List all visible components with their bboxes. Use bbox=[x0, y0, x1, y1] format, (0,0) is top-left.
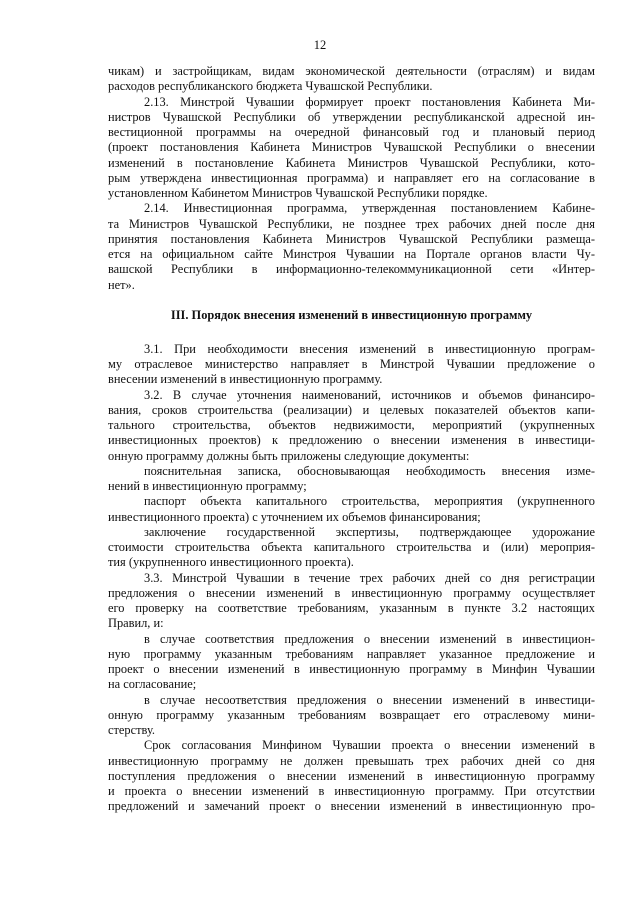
text-line: инвестиционную программу не должен превышать трех рабочих дней со дня bbox=[108, 753, 595, 768]
text-line: вашской Республики в информационно-телекоммуникационной сети «Интер- bbox=[108, 262, 595, 277]
text-line: в случае соответствия предложения о внесении изменений в инвестицион- bbox=[144, 631, 595, 646]
text-line: инвестиционных проектов) к предложению о внесении изменения в инвестици- bbox=[108, 433, 595, 448]
text-line: установленном Кабинетом Министров Чувашской Республики порядке. bbox=[108, 186, 488, 200]
text-line: в случае несоответствия предложения о внесении изменений в инвестици- bbox=[144, 692, 595, 707]
text-line: 3.3. Минстрой Чувашии в течение трех рабочих дней со дня регистрации bbox=[144, 570, 595, 585]
list-item-non-compliance bbox=[108, 693, 595, 739]
text-line: чикам) и застройщикам, видам экономической деятельности (отраслям) и видам bbox=[108, 64, 595, 78]
text-line: пояснительная записка, обосновывающая необходимость внесения изме- bbox=[144, 463, 595, 478]
text-line: ную программу указанным требованиям направляет указанное предложение и bbox=[108, 646, 595, 661]
text-line: тального строительства, объектов недвижимости, мероприятий (укрупненных bbox=[108, 418, 595, 432]
text-line: Правил, и: bbox=[108, 616, 164, 631]
text-line: нений в инвестиционную программу; bbox=[108, 479, 307, 493]
text-line: 3.1. При необходимости внесения изменений в инвестиционную програм- bbox=[144, 341, 595, 356]
text-line: изменений в постановление Кабинета Министров Чувашской Республики, кото- bbox=[108, 155, 595, 170]
text-line: тия (укрупненного инвестиционного проекта). bbox=[108, 555, 354, 570]
text-line: нистров Чувашской Республики об утверждении республиканской адресной ин- bbox=[108, 109, 595, 124]
paragraph-2-14 bbox=[108, 201, 595, 293]
text-line: стерству. bbox=[108, 723, 156, 737]
text-line: его проверку на соответствие требованиям, указанным в пункте 3.2 настоящих bbox=[108, 601, 595, 615]
text-line: нет». bbox=[108, 277, 135, 292]
list-item-passport bbox=[108, 494, 595, 525]
text-line: на согласование; bbox=[108, 677, 197, 692]
text-line: ется на официальном сайте Минстроя Чувашии на Портале органов власти Чу- bbox=[108, 247, 595, 261]
paragraph-2-13 bbox=[108, 95, 595, 202]
text-line: предложений и замечаний проект о внесении изменений в инвестиционную про- bbox=[108, 799, 595, 814]
text-line: онную программу должны быть приложены следующие документы: bbox=[108, 448, 470, 463]
list-item-compliance bbox=[108, 632, 595, 693]
paragraph-continuation bbox=[108, 64, 595, 95]
text-line: паспорт объекта капитального строительства, мероприятия (укрупненного bbox=[144, 494, 595, 509]
paragraph-3-3 bbox=[108, 571, 595, 632]
text-line: вестиционной программы на очередной финансовый год и плановый период bbox=[108, 125, 595, 139]
text-line: внесении изменений в инвестиционную программу. bbox=[108, 372, 383, 387]
text-line: заключение государственной экспертизы, подтверждающее удорожание bbox=[144, 524, 595, 539]
text-line: инвестиционного проекта) с уточнением их объемов финансирования; bbox=[108, 509, 481, 524]
text-line: и проекта о внесении изменений в инвестиционную программу. При отсутствии bbox=[108, 784, 595, 798]
text-line: проект о внесении изменений в инвестиционную программу в Минфин Чувашии bbox=[108, 662, 595, 676]
text-line: 3.2. В случае уточнения наименований, источников и объемов финансиро- bbox=[144, 387, 595, 402]
text-line: рым утверждена инвестиционная программа) и направляет его на согласование в bbox=[108, 170, 595, 185]
text-line: Срок согласования Минфином Чувашии проекта о внесении изменений в bbox=[144, 738, 595, 753]
paragraph-3-1 bbox=[108, 342, 595, 388]
text-line: 2.13. Минстрой Чувашии формирует проект постановления Кабинета Ми- bbox=[144, 94, 595, 109]
text-line: (проект постановления Кабинета Министров Чувашской Республики о внесении bbox=[108, 140, 595, 155]
paragraph-approval-term bbox=[108, 738, 595, 814]
section-heading: III. Порядок внесения изменений в инвестиционную программу bbox=[170, 307, 533, 322]
text-line: предложения о внесении изменений в инвестиционную программу осуществляет bbox=[108, 585, 595, 600]
text-line: стоимости строительства объекта капитального строительства и (или) мероприя- bbox=[108, 540, 595, 554]
text-line: 2.14. Инвестиционная программа, утвержденная постановлением Кабине- bbox=[144, 201, 595, 216]
text-line: вания, сроков строительства (реализации) и целевых показателей объектов капи- bbox=[108, 402, 595, 417]
list-item-expertise bbox=[108, 525, 595, 571]
page-content bbox=[108, 64, 595, 815]
list-item-explanatory-note bbox=[108, 464, 595, 495]
text-line: принятия постановления Кабинета Министров Чувашской Республики размеща- bbox=[108, 231, 595, 246]
text-line: поступления предложения о внесении изменений в инвестиционную программу bbox=[108, 768, 595, 783]
text-line: му отраслевое министерство направляет в Минстрой Чувашии предложение о bbox=[108, 357, 595, 371]
text-line: онную программу указанным требованиям возвращает его отраслевому мини- bbox=[108, 707, 595, 722]
page-number: 12 bbox=[313, 38, 327, 52]
text-line: расходов республиканского бюджета Чувашской Республики. bbox=[108, 79, 433, 94]
paragraph-3-2 bbox=[108, 388, 595, 464]
text-line: та Министров Чувашской Республики, не позднее трех рабочих дней после дня bbox=[108, 216, 595, 231]
